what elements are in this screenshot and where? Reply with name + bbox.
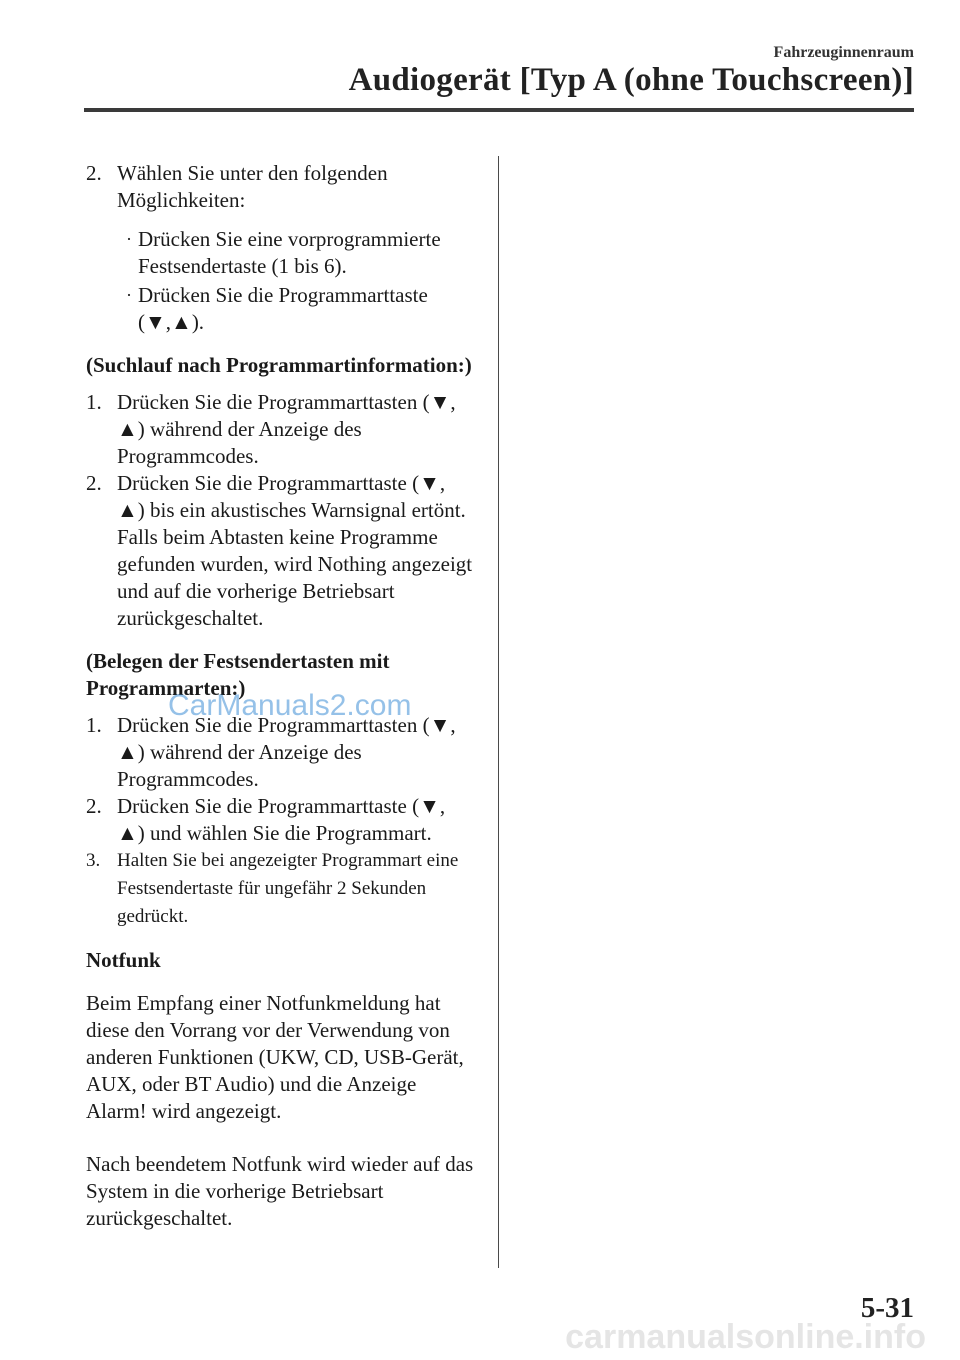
emergency-heading: Notfunk (86, 948, 161, 972)
emergency-paragraph: Nach beendetem Notfunk wird wieder auf das System in die vorherige Betriebsart zurückgeschaltet. (86, 1152, 474, 1230)
column-divider (498, 156, 499, 1268)
step-text: Wählen Sie unter den folgenden Möglichkeiten: (117, 161, 388, 212)
option-list (86, 226, 478, 336)
header-rule (84, 108, 914, 112)
step-text: Drücken Sie die Programmarttasten (▼, ▲) während der Anzeige des Programmcodes. (117, 390, 456, 468)
watermark-footer: carmanualsonline.info (565, 1318, 926, 1356)
step-number: 1. (86, 390, 102, 414)
step-text: Drücken Sie die Programmarttaste (▼, ▲) und wählen Sie die Programmart. (117, 794, 446, 845)
search-step (86, 389, 478, 470)
page-number: 5-31 (860, 1292, 914, 1324)
search-step (86, 470, 478, 632)
step-number: 2. (86, 794, 102, 818)
step-text-group (117, 470, 478, 632)
assign-heading: (Belegen der Festsendertasten mit Programmarten:) (86, 649, 390, 700)
step-number: 3. (86, 850, 101, 871)
list-item (126, 226, 478, 280)
watermark-logo: CarManuals2.com (168, 689, 412, 722)
assign-step (86, 847, 478, 931)
page-title: Audiogerät [Typ A (ohne Touchscreen)] (348, 62, 914, 98)
assign-step (86, 793, 478, 847)
bullet-icon: · (126, 229, 132, 249)
step-text: Drücken Sie die Programmarttaste (▼, ▲) bis ein akustisches Warnsignal ertönt. (117, 471, 466, 522)
assign-step (86, 712, 478, 793)
list-item (126, 282, 478, 336)
step-text: Drücken Sie die Programmarttasten (▼, ▲) während der Anzeige des Programmcodes. (117, 713, 456, 791)
step-number: 2. (86, 471, 102, 495)
step-text: Halten Sie bei angezeigter Programmart eine Festsendertaste für ungefähr 2 Sekunden gedrückt. (117, 850, 459, 927)
select-step (86, 160, 478, 214)
step-number: 1. (86, 713, 102, 737)
step-note: Falls beim Abtasten keine Programme gefunden wurden, wird Nothing angezeigt und auf die vorherige Betriebsart zurückgeschaltet. (117, 525, 473, 630)
search-heading: (Suchlauf nach Programmartinformation:) (86, 353, 472, 377)
section-label: Fahrzeuginnenraum (773, 44, 914, 61)
list-item-text: Drücken Sie eine vorprogrammierte Festsendertaste (1 bis 6). (138, 227, 441, 278)
step-number: 2. (86, 161, 102, 185)
bullet-icon: · (126, 285, 132, 305)
list-item-text: Drücken Sie die Programmarttaste (▼,▲). (138, 283, 428, 334)
emergency-paragraph: Beim Empfang einer Notfunkmeldung hat diese den Vorrang vor der Verwendung von anderen Funktionen (UKW, CD, USB-Gerät, AUX, oder BT Audio) und die Anzeige Alarm! wird angezeigt. (86, 991, 464, 1123)
